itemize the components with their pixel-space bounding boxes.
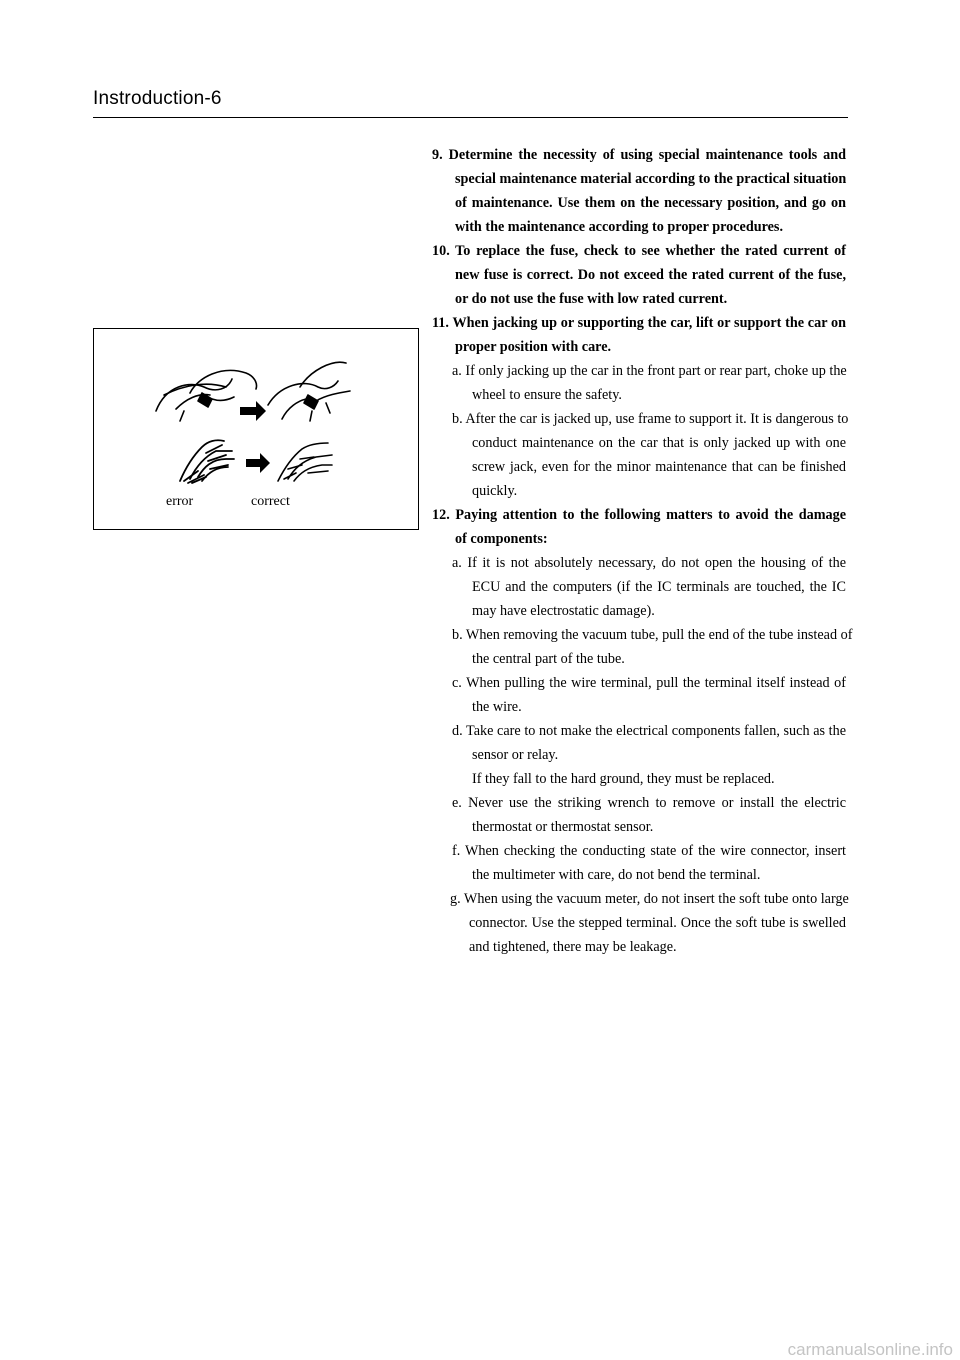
watermark: carmanualsonline.info — [787, 1340, 953, 1359]
arrow-icon — [246, 453, 270, 473]
text-line: 10. To replace the fuse, check to see whether the rated current of — [432, 243, 846, 259]
text-line: e. Never use the striking wrench to remove or install the electric — [452, 795, 846, 811]
text-line: g. When using the vacuum meter, do not insert the soft tube onto large — [450, 891, 849, 907]
caption-correct: correct — [251, 494, 290, 509]
text-line: special maintenance material according to the practical situation — [455, 171, 847, 187]
text-line: b. When removing the vacuum tube, pull the end of the tube instead of — [452, 627, 853, 643]
text-line: ECU and the computers (if the IC terminals are touched, the IC — [472, 579, 846, 595]
caption-error: error — [166, 494, 194, 509]
arrow-icon — [240, 401, 266, 421]
text-line: c. When pulling the wire terminal, pull the terminal itself instead of — [452, 675, 846, 691]
text-line: of components: — [455, 531, 548, 547]
text-line: the central part of the tube. — [472, 651, 625, 667]
text-line: d. Take care to not make the electrical components fallen, such as the — [452, 723, 846, 739]
text-line: the multimeter with care, do not bend the terminal. — [472, 867, 761, 883]
text-line: conduct maintenance on the car that is only jacked up with one — [472, 435, 846, 451]
text-line: 11. When jacking up or supporting the car, lift or support the car on — [432, 315, 846, 331]
item-11 — [432, 311, 849, 503]
item-12 — [432, 503, 853, 959]
pull-wire-correct-drawing — [268, 362, 350, 421]
text-line: 12. Paying attention to the following matters to avoid the damage — [432, 507, 846, 523]
text-line: a. If it is not absolutely necessary, do not open the housing of the — [452, 555, 846, 571]
text-line: or do not use the fuse with low rated current. — [455, 291, 728, 307]
text-line: thermostat or thermostat sensor. — [472, 819, 654, 835]
text-line: connector. Use the stepped terminal. Once the soft tube is swelled — [469, 915, 846, 931]
text-line: new fuse is correct. Do not exceed the rated current of the fuse, — [455, 267, 846, 283]
text-line: screw jack, even for the minor maintenance that can be finished — [472, 459, 846, 475]
page-title: Instroduction-6 — [93, 88, 222, 109]
text-line: 9. Determine the necessity of using special maintenance tools and — [432, 147, 846, 163]
text-line: proper position with care. — [455, 339, 612, 355]
item-9 — [432, 143, 846, 239]
terminal-correct-drawing — [278, 443, 332, 481]
header-divider — [93, 117, 848, 118]
text-line: of maintenance. Use them on the necessary position, and go on — [455, 195, 846, 211]
text-line: quickly. — [472, 483, 518, 499]
text-line: may have electrostatic damage). — [472, 603, 655, 619]
text-line: and tightened, there may be leakage. — [469, 939, 677, 955]
text-line: b. After the car is jacked up, use frame to support it. It is dangerous to — [452, 411, 849, 427]
text-line: f. When checking the conducting state of the wire connector, insert — [452, 843, 846, 859]
text-line: a. If only jacking up the car in the front part or rear part, choke up the — [452, 363, 847, 379]
terminal-error-drawing — [180, 440, 234, 483]
text-line: If they fall to the hard ground, they must be replaced. — [472, 771, 775, 787]
text-line: the wire. — [472, 699, 522, 715]
instructions-text — [432, 143, 853, 959]
text-line: wheel to ensure the safety. — [472, 387, 622, 403]
item-10 — [432, 239, 846, 311]
text-line: with the maintenance according to proper procedures. — [455, 219, 784, 235]
text-line: sensor or relay. — [472, 747, 559, 763]
illustration-box — [93, 328, 419, 530]
